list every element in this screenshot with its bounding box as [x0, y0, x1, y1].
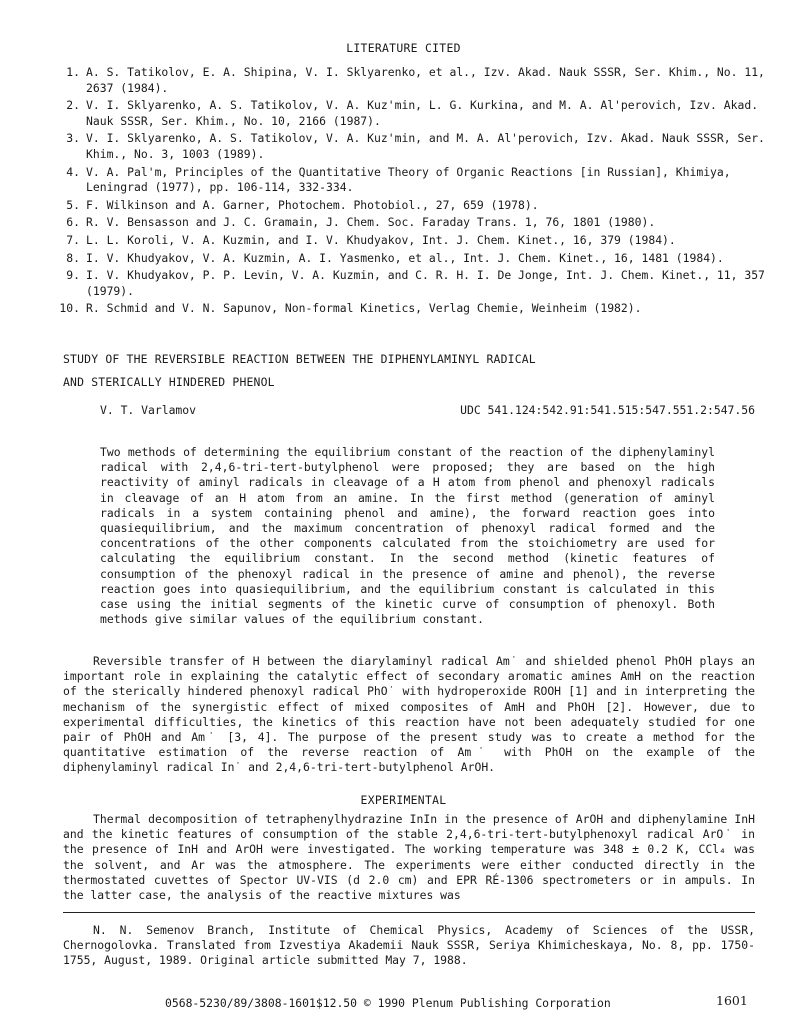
udc-code: UDC 541.124:542.91:541.515:547.551.2:547.56 [460, 403, 755, 417]
reference-item [58, 251, 770, 267]
author-name: V. T. Varlamov [100, 403, 197, 417]
reference-item [58, 233, 770, 249]
literature-cited-heading: LITERATURE CITED [346, 41, 461, 55]
reference-text: A. S. Tatikolov, E. A. Shipina, V. I. Sklyarenko, et al., Izv. Akad. Nauk SSSR, Ser. Khim., No. 11, 2637 (1984). [86, 65, 765, 95]
page-number: 1601 [716, 993, 748, 1008]
reference-number: 2. [66, 98, 80, 113]
reference-text: R. Schmid and V. N. Sapunov, Non-formal Kinetics, Verlag Chemie, Weinheim (1982). [86, 301, 642, 316]
article-title [63, 348, 763, 394]
footnote-rule [63, 912, 755, 913]
reference-item [58, 268, 770, 299]
reference-number: 6. [66, 215, 80, 230]
article-title-line: AND STERICALLY HINDERED PHENOL [63, 375, 275, 389]
reference-text: F. Wilkinson and A. Garner, Photochem. Photobiol., 27, 659 (1978). [86, 197, 539, 212]
reference-number: 5. [66, 197, 80, 212]
reference-item [58, 165, 770, 196]
reference-text: V. I. Sklyarenko, A. S. Tatikolov, V. A. Kuz'min, and M. A. Al'perovich, Izv. Akad. Nauk SSSR, Ser. Khim., No. 3, 1003 (1989). [86, 131, 765, 161]
experimental-paragraph: Thermal decomposition of tetraphenylhydrazine InIn in the presence of ArOH and diphenylamine InH and the kinetic features of consumption of the stable 2,4,6-tri-tert-butylphenoxyl radical ArO˙ in the presence of InH and ArOH were investigated. The working temperature was 348 ± 0.2 K, CCl₄ was the solvent, and Ar was the atmosphere. The experiments were either conducted directly in the thermostated cuvettes of Spector UV-VIS (d 2.0 cm) and EPR RÉ-1306 spectrometers or in ampuls. In the latter case, the analysis of the reactive mixtures was [63, 812, 755, 903]
affiliation-footnote: N. N. Semenov Branch, Institute of Chemical Physics, Academy of Sciences of the USSR, Chernogolovka. Translated from Izvestiya Akademii Nauk SSSR, Seriya Khimicheskaya, No. 8, pp. 1750-1755, August, 1989. Original article submitted May 7, 1988. [63, 923, 755, 968]
reference-number: 1. [66, 65, 80, 79]
publication-code: 0568-5230/89/3808-1601$12.50 © 1990 Plenum Publishing Corporation [165, 996, 611, 1010]
reference-list [58, 65, 770, 319]
reference-number: 9. [66, 268, 80, 283]
reference-number: 4. [66, 164, 80, 179]
reference-number: 8. [66, 250, 80, 265]
reference-item [58, 98, 770, 129]
experimental-heading: EXPERIMENTAL [360, 793, 447, 807]
reference-text: V. I. Sklyarenko, A. S. Tatikolov, V. A. Kuz'min, L. G. Kurkina, and M. A. Al'perovich, Izv. Akad. Nauk SSSR, Ser. Khim., No. 10, 2166 (1987). [86, 98, 759, 128]
reference-number: 3. [66, 131, 80, 146]
reference-item [58, 301, 770, 317]
abstract: Two methods of determining the equilibrium constant of the reaction of the diphenylaminyl radical with 2,4,6-tri-tert-butylphenol were proposed; they are based on the high reactivity of aminyl radicals in cleavage of a H atom from phenol and phenoxyl radicals in cleavage of an H atom from an amine. In the first method (generation of aminyl radicals in a system containing phenol and amine), the forward reaction goes into quasiequilibrium, and the maximum concentration of phenoxyl radical formed and the concentrations of the other components calculated from the stoichiometry are used for calculating the equilibrium constant. In the second method (kinetic features of consumption of the phenoxyl radical in the presence of amine and phenol), the reverse reaction goes into quasiequilibrium, and the equilibrium constant is calculated in this case using the initial segments of the kinetic curve of consumption of phenoxyl. Both methods give similar values of the equilibrium constant. [100, 445, 715, 627]
reference-text: R. V. Bensasson and J. C. Gramain, J. Chem. Soc. Faraday Trans. 1, 76, 1801 (1980). [86, 215, 656, 230]
intro-paragraph: Reversible transfer of H between the diarylaminyl radical Am˙ and shielded phenol PhOH plays an important role in explaining the catalytic effect of secondary aromatic amines AmH on the reaction of the sterically hindered phenoxyl radical PhO˙ with hydroperoxide ROOH [1] and in interpreting the mechanism of the synergistic effect of mixed composites of AmH and PhOH [2]. However, due to experimental difficulties, the kinetics of this reaction have not been adequately studied for one pair of PhOH and Am˙ [3, 4]. The purpose of the present study was to create a method for the quantitative estimation of the reverse reaction of Am˙ with PhOH on the example of the diphenylaminyl radical In˙ and 2,4,6-tri-tert-butylphenol ArOH. [63, 654, 755, 775]
reference-text: I. V. Khudyakov, V. A. Kuzmin, A. I. Yasmenko, et al., Int. J. Chem. Kinet., 16, 1481 (1984). [86, 250, 724, 265]
reference-text: L. L. Koroli, V. A. Kuzmin, and I. V. Khudyakov, Int. J. Chem. Kinet., 16, 379 (1984). [86, 232, 676, 247]
reference-number: 10. [59, 301, 80, 316]
reference-text: V. A. Pal'm, Principles of the Quantitative Theory of Organic Reactions [in Russian], Khimiya, Leningrad (1977), pp. 106-114, 332-334. [86, 164, 731, 195]
article-title-line: STUDY OF THE REVERSIBLE REACTION BETWEEN THE DIPHENYLAMINYL RADICAL [63, 352, 536, 366]
reference-item [58, 198, 770, 214]
reference-item [58, 215, 770, 231]
reference-item [58, 65, 770, 96]
reference-item [58, 131, 770, 162]
reference-text: I. V. Khudyakov, P. P. Levin, V. A. Kuzmin, and C. R. H. I. De Jonge, Int. J. Chem. Kinet., 11, 357 (1979). [86, 268, 765, 298]
reference-number: 7. [66, 232, 80, 247]
